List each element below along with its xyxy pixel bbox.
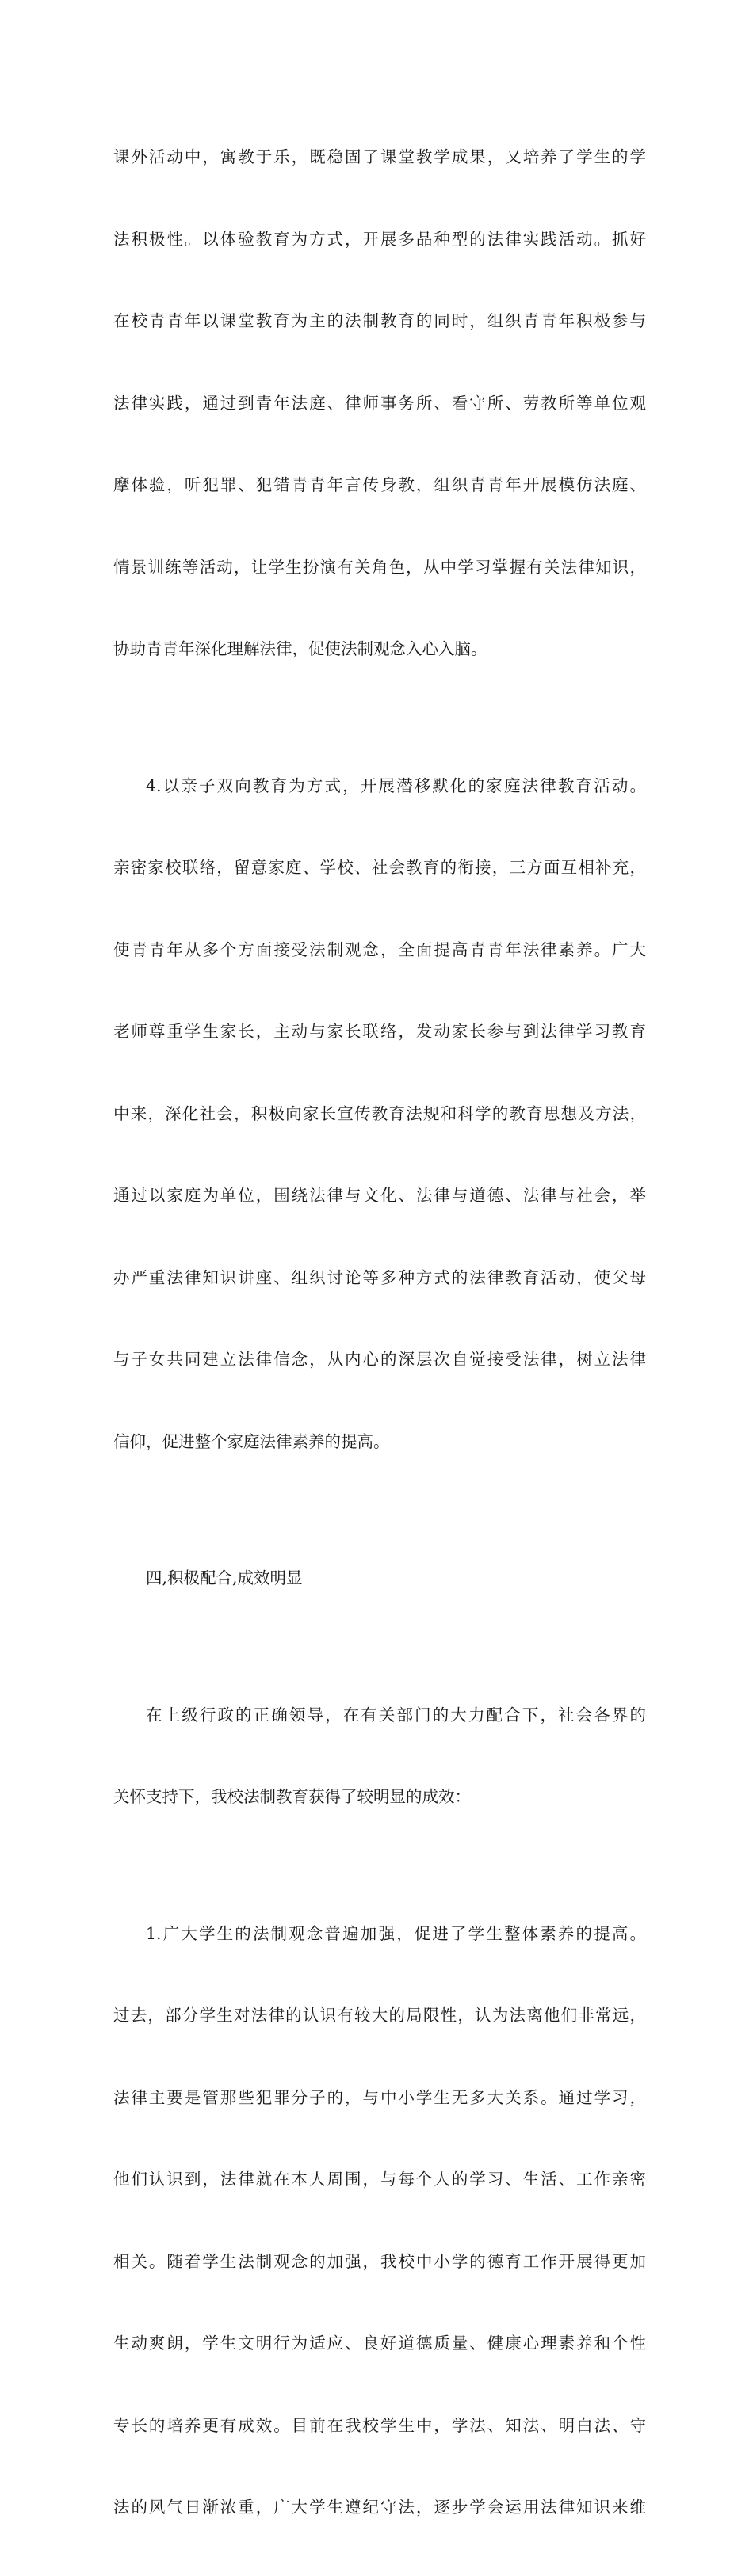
text-line: 摩体验，听犯罪、犯错青青年言传身教，组织青青年开展模仿法庭、	[113, 475, 646, 494]
text-line: 协助青青年深化理解法律，促使法制观念入心入脑。	[113, 639, 487, 658]
paragraph-4	[113, 1647, 646, 1865]
text-line: 4.以亲子双向教育为方式，开展潜移默化的家庭法律教育活动。	[146, 775, 646, 795]
text-line: 通过以家庭为单位，围绕法律与文化、法律与道德、法律与社会，举	[113, 1186, 646, 1205]
text-line: 使青青年从多个方面接受法制观念，全面提高青青年法律素养。广大	[113, 939, 646, 959]
text-line: 老师尊重学生家长，主动与家长联络，发动家长参与到法律学习教育	[113, 1022, 646, 1041]
text-line: 他们认识到，法律就在本人周围，与每个人的学习、生活、工作亲密	[113, 2170, 646, 2189]
text-line: 法积极性。以体验教育为方式，开展多品种型的法律实践活动。抓好	[113, 229, 646, 249]
text-line: 专长的培养更有成效。目前在我校学生中，学法、知法、明白法、守	[113, 2415, 646, 2435]
text-line: 1.广大学生的法制观念普遍加强，促进了学生整体素养的提高。	[146, 1923, 646, 1943]
paragraph-1	[113, 89, 646, 718]
section-heading	[113, 1510, 646, 1647]
text-line: 办严重法律知识讲座、组织讨论等多种方式的法律教育活动，使父母	[113, 1267, 646, 1287]
text-line: 课外活动中，寓教于乐，既稳固了课堂教学成果，又培养了学生的学	[113, 147, 646, 166]
paragraph-5	[113, 1865, 646, 2576]
text-line: 亲密家校联络，留意家庭、学校、社会教育的衔接，三方面互相补充，	[113, 858, 646, 877]
text-line: 生动爽朗，学生文明行为适应、良好道德质量、健康心理素养和个性	[113, 2334, 646, 2353]
text-line: 过去，部分学生对法律的认识有较大的局限性，认为法离他们非常远，	[113, 2006, 646, 2025]
paragraph-2	[113, 718, 646, 1511]
text-line: 信仰，促进整个家庭法律素养的提高。	[113, 1431, 390, 1451]
text-line: 相关。随着学生法制观念的加强，我校中小学的德育工作开展得更加	[113, 2251, 646, 2271]
text-line: 法的风气日渐浓重，广大学生遵纪守法，逐步学会运用法律知识来维	[113, 2498, 646, 2517]
text-line: 情景训练等活动，让学生扮演有关角色，从中学习掌握有关法律知识，	[113, 557, 646, 577]
text-line: 在上级行政的正确领导，在有关部门的大力配合下，社会各界的	[146, 1705, 646, 1724]
text-line: 法律实践，通过到青年法庭、律师事务所、看守所、劳教所等单位观	[113, 393, 646, 413]
text-line: 与子女共同建立法律信念，从内心的深层次自觉接受法律，树立法律	[113, 1350, 646, 1369]
text-line: 法律主要是管那些犯罪分子的，与中小学生无多大关系。通过学习，	[113, 2087, 646, 2107]
text-line: 中来，深化社会，积极向家长宣传教育法规和科学的教育思想及方法，	[113, 1103, 646, 1123]
heading-line: 四,积极配合,成效明显	[146, 1568, 303, 1587]
text-line: 关怀支持下，我校法制教育获得了较明显的成效：	[113, 1787, 471, 1806]
text-line: 在校青青年以课堂教育为主的法制教育的同时，组织青青年积极参与	[113, 311, 646, 330]
document-body	[113, 89, 646, 2576]
